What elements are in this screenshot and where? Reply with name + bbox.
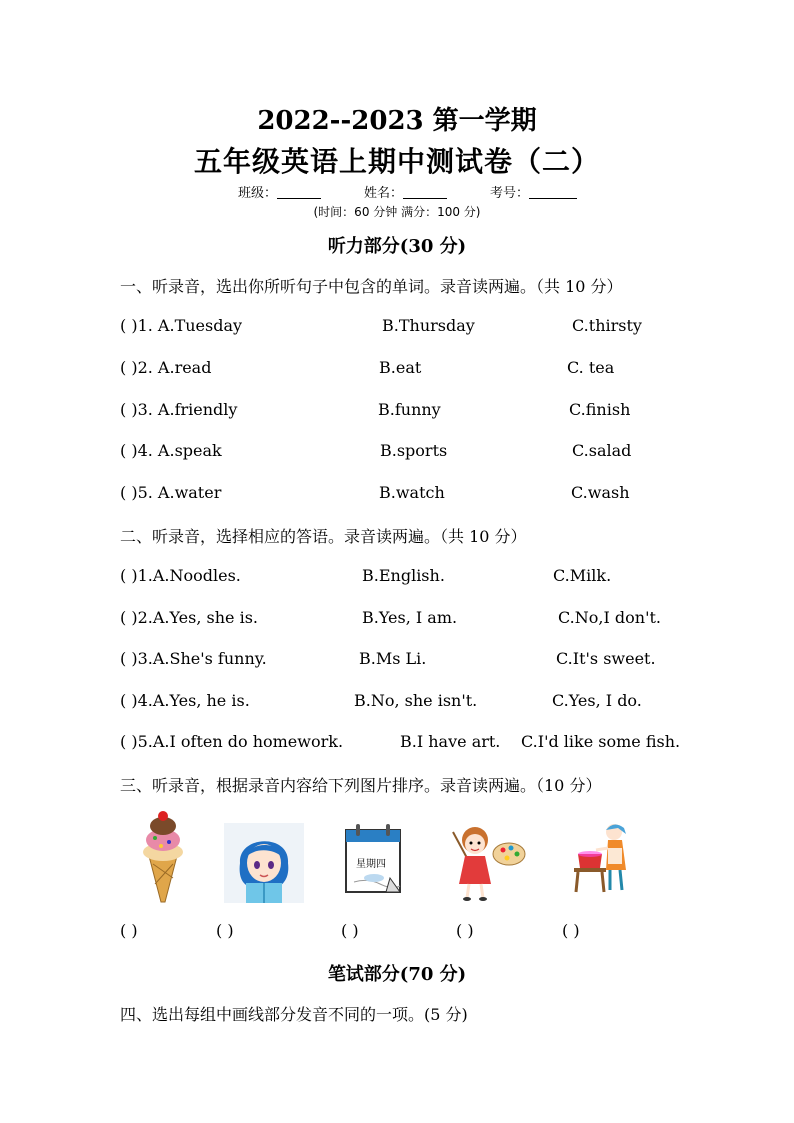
part3-instruction: 三、听录音，根据录音内容给下列图片排序。录音读两遍。（10 分） bbox=[120, 776, 602, 795]
class-field bbox=[238, 182, 321, 201]
picture-blank-5[interactable]: ( ) bbox=[562, 921, 580, 940]
part2-q1-c: C.Milk. bbox=[553, 566, 612, 585]
picture-blank-4[interactable]: ( ) bbox=[456, 921, 474, 940]
part2-q5-b: B.I have art. bbox=[400, 732, 501, 751]
name-blank[interactable] bbox=[403, 186, 447, 199]
part1-q2-b: B.eat bbox=[379, 358, 422, 377]
picture-blank-2[interactable]: ( ) bbox=[216, 921, 234, 940]
term-title: 2022--2023 第一学期 bbox=[257, 106, 537, 136]
part1-q2-c: C. tea bbox=[567, 358, 615, 377]
part2-q4-b: B.No, she isn't. bbox=[354, 691, 478, 710]
part1-q3-a: ( )3. A.friendly bbox=[120, 400, 238, 419]
girl-reading-picture bbox=[224, 823, 304, 903]
part1-q5-a: ( )5. A.water bbox=[120, 483, 222, 502]
part2-q4-a: ( )4.A.Yes, he is. bbox=[120, 691, 250, 710]
name-field bbox=[364, 182, 447, 201]
part1-q2-a: ( )2. A.read bbox=[120, 358, 212, 377]
listening-heading: 听力部分(30 分) bbox=[327, 236, 467, 257]
number-blank[interactable] bbox=[529, 186, 577, 199]
class-blank[interactable] bbox=[277, 186, 321, 199]
part2-q5-c: C.I'd like some fish. bbox=[521, 732, 681, 751]
part1-q4-c: C.salad bbox=[572, 441, 632, 460]
part2-q2-c: C.No,I don't. bbox=[558, 608, 661, 627]
exam-subtitle: (时间：60 分钟 满分：100 分) bbox=[313, 205, 481, 219]
name-label: 姓名： bbox=[364, 186, 404, 201]
part2-instruction: 二、听录音，选择相应的答语。录音读两遍。（共 10 分） bbox=[120, 527, 527, 546]
part1-q3-c: C.finish bbox=[569, 400, 631, 419]
girl-cooking-picture bbox=[568, 820, 634, 894]
class-label: 班级： bbox=[238, 186, 278, 201]
part1-q4-a: ( )4. A.speak bbox=[120, 441, 222, 460]
part1-q1-b: B.Thursday bbox=[382, 316, 475, 335]
picture-blank-3[interactable]: ( ) bbox=[341, 921, 359, 940]
writing-heading: 笔试部分(70 分) bbox=[327, 964, 467, 985]
part2-q3-a: ( )3.A.She's funny. bbox=[120, 649, 267, 668]
part2-q1-b: B.English. bbox=[362, 566, 445, 585]
number-label: 考号： bbox=[490, 186, 530, 201]
part2-q5-a: ( )5.A.I often do homework. bbox=[120, 732, 344, 751]
part2-q4-c: C.Yes, I do. bbox=[552, 691, 642, 710]
exam-title: 五年级英语上期中测试卷（二） bbox=[193, 145, 600, 178]
number-field bbox=[490, 182, 577, 201]
part2-q2-a: ( )2.A.Yes, she is. bbox=[120, 608, 258, 627]
calendar-weekday-label: 星期四 bbox=[356, 859, 386, 870]
part2-q1-a: ( )1.A.Noodles. bbox=[120, 566, 241, 585]
part1-instruction: 一、听录音，选出你所听句子中包含的单词。录音读两遍。（共 10 分） bbox=[120, 277, 623, 296]
part1-q1-a: ( )1. A.Tuesday bbox=[120, 316, 243, 335]
part2-q2-b: B.Yes, I am. bbox=[362, 608, 458, 627]
part1-q5-b: B.watch bbox=[379, 483, 445, 502]
ice-cream-picture bbox=[135, 808, 191, 904]
part1-q1-c: C.thirsty bbox=[572, 316, 642, 335]
part1-q3-b: B.funny bbox=[378, 400, 441, 419]
picture-blank-1[interactable]: ( ) bbox=[120, 921, 138, 940]
part1-q5-c: C.wash bbox=[571, 483, 630, 502]
part2-q3-b: B.Ms Li. bbox=[359, 649, 427, 668]
part2-q3-c: C.It's sweet. bbox=[556, 649, 656, 668]
part4-instruction: 四、选出每组中画线部分发音不同的一项。(5 分) bbox=[120, 1005, 468, 1024]
part1-q4-b: B.sports bbox=[380, 441, 448, 460]
girl-painting-picture bbox=[445, 822, 527, 902]
